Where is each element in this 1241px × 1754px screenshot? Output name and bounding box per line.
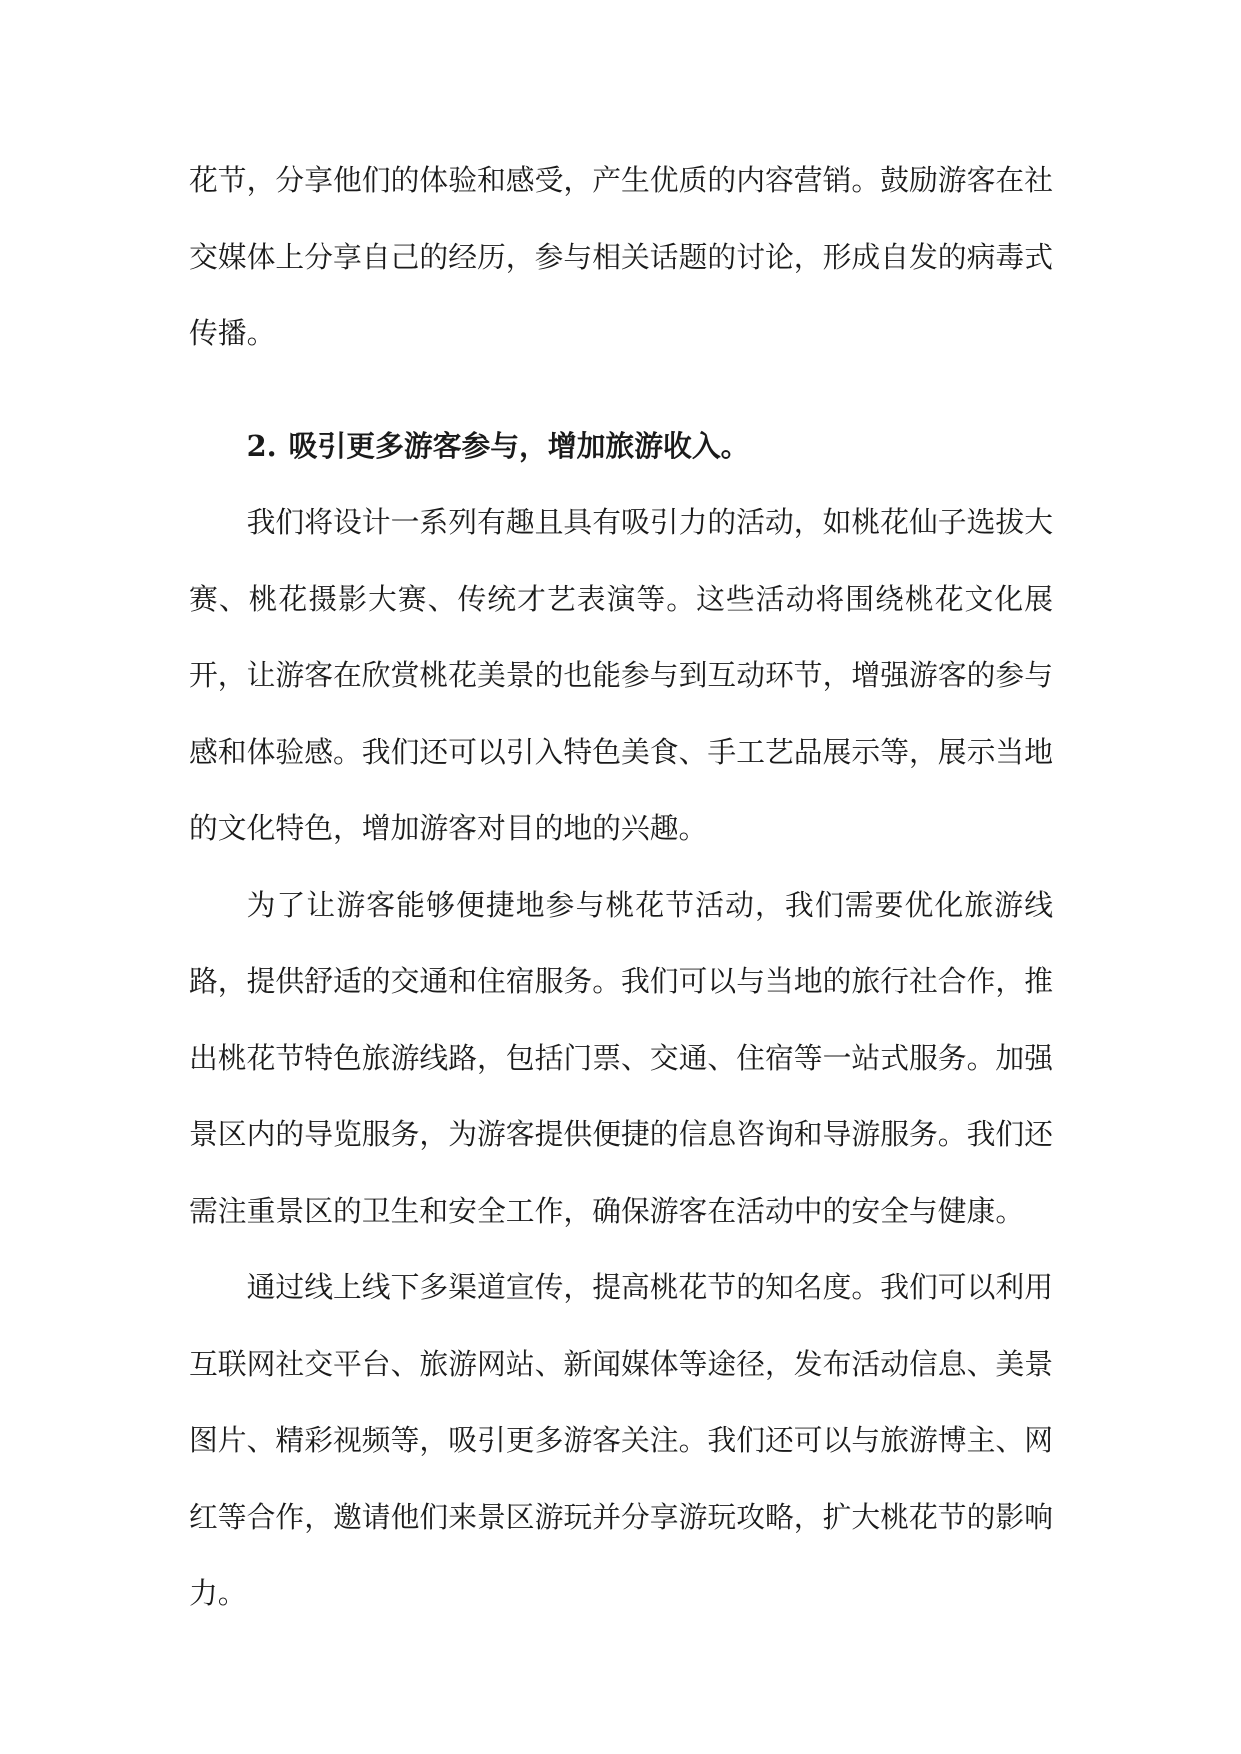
section-heading (189, 408, 1053, 485)
paragraph-promotion: 通过线上线下多渠道宣传，提高桃花节的知名度。我们可以利用互联网社交平台、旅游网站、新闻媒体等途径，发布活动信息、美景图片、精彩视频等，吸引更多游客关注。我们还可以与旅游博主、网红等合作，邀请他们来景区游玩并分享游玩攻略，扩大桃花节的影响力。 (189, 1270, 1053, 1610)
document-body (189, 142, 1053, 1632)
paragraph-continued: 花节，分享他们的体验和感受，产生优质的内容营销。鼓励游客在社交媒体上分享自己的经历，参与相关话题的讨论，形成自发的病毒式传播。 (189, 163, 1053, 350)
paragraph-activities: 我们将设计一系列有趣且具有吸引力的活动，如桃花仙子选拔大赛、桃花摄影大赛、传统才艺表演等。这些活动将围绕桃花文化展开，让游客在欣赏桃花美景的也能参与到互动环节，增强游客的参与感和体验感。我们还可以引入特色美食、手工艺品展示等，展示当地的文化特色，增加游客对目的地的兴趣。 (189, 505, 1053, 845)
section-heading-text: 吸引更多游客参与，增加旅游收入。 (288, 428, 750, 463)
paragraph-routes: 为了让游客能够便捷地参与桃花节活动，我们需要优化旅游线路，提供舒适的交通和住宿服务。我们可以与当地的旅行社合作，推出桃花节特色旅游线路，包括门票、交通、住宿等一站式服务。加强景区内的导览服务，为游客提供便捷的信息咨询和导游服务。我们还需注重景区的卫生和安全工作，确保游客在活动中的安全与健康。 (189, 887, 1053, 1228)
section-heading-number: 2. (246, 428, 277, 463)
